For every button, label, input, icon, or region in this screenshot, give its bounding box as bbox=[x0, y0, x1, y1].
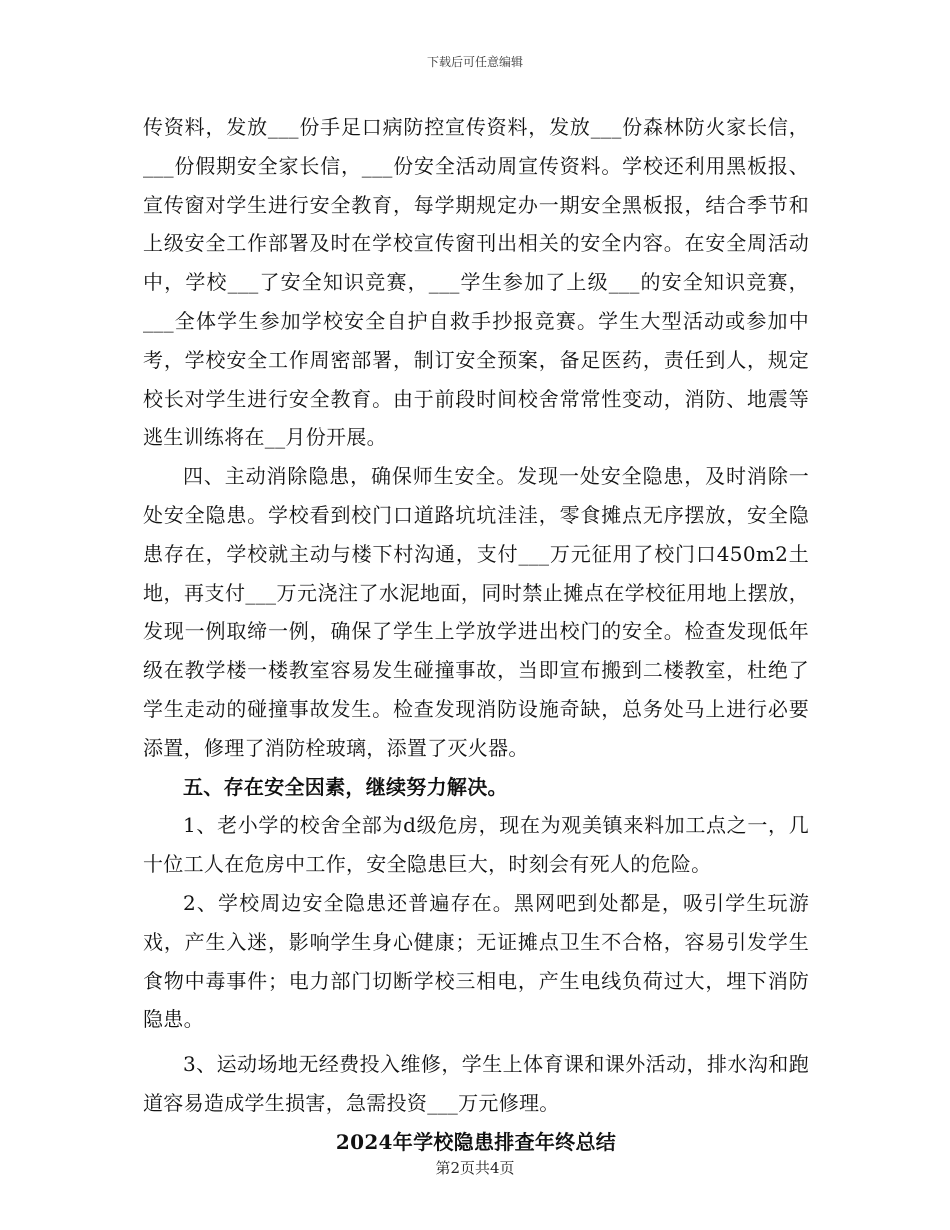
list-item-2: 2、学校周边安全隐患还普遍存在。黑网吧到处都是，吸引学生玩游戏，产生入迷，影响学生身心健康；无证摊点卫生不合格，容易引发学生食物中毒事件；电力部门切断学校三相电，产生电线负荷过大，埋下消防隐患。 bbox=[143, 890, 809, 1032]
page-header: 下载后可任意编辑 bbox=[426, 55, 523, 69]
page-footer: 第2页共4页 bbox=[435, 1159, 515, 1177]
document-body bbox=[143, 108, 809, 1162]
section-heading-existing-factors: 五、存在安全因素，继续努力解决。 bbox=[183, 774, 508, 799]
document-subtitle: 2024年学校隐患排查年终总结 bbox=[335, 1129, 617, 1154]
list-item-3: 3、运动场地无经费投入维修，学生上体育课和课外活动，排水沟和跑道容易造成学生损害，急需投资___万元修理。 bbox=[143, 1052, 809, 1115]
paragraph-publicity: 传资料，发放___份手足口病防控宣传资料，发放___份森林防火家长信，___份假期安全家长信，___份安全活动周宣传资料。学校还利用黑板报、宣传窗对学生进行安全教育，每学期规定办一期安全黑板报，结合季节和上级安全工作部署及时在学校宣传窗刊出相关的安全内容。在安全周活动中，学校___了安全知识竞赛，___学生参加了上级___的安全知识竞赛，___全体学生参加学校安全自护自救手抄报竞赛。学生大型活动或参加中考，学校安全工作周密部署，制订安全预案，备足医药，责任到人，规定校长对学生进行安全教育。由于前段时间校舍常常性变动，消防、地震等逃生训练将在__月份开展。 bbox=[143, 115, 809, 450]
list-item-1: 1、老小学的校舍全部为d级危房，现在为观美镇来料加工点之一，几十位工人在危房中工作，安全隐患巨大，时刻会有死人的危险。 bbox=[143, 813, 809, 877]
paragraph-eliminate-hazards: 四、主动消除隐患，确保师生安全。发现一处安全隐患，及时消除一处安全隐患。学校看到校门口道路坑坑洼洼，零食摊点无序摆放，安全隐患存在，学校就主动与楼下村沟通，支付___万元征用了校门口450m2土地，再支付___万元浇注了水泥地面，同时禁止摊点在学校征用地上摆放，发现一例取缔一例，确保了学生上学放学进出校门的安全。检查发现低年级在教学楼一楼教室容易发生碰撞事故，当即宣布搬到二楼教室，杜绝了学生走动的碰撞事故发生。检查发现消防设施奇缺，总务处马上进行必要添置，修理了消防栓玻璃，添置了灭火器。 bbox=[143, 464, 809, 760]
